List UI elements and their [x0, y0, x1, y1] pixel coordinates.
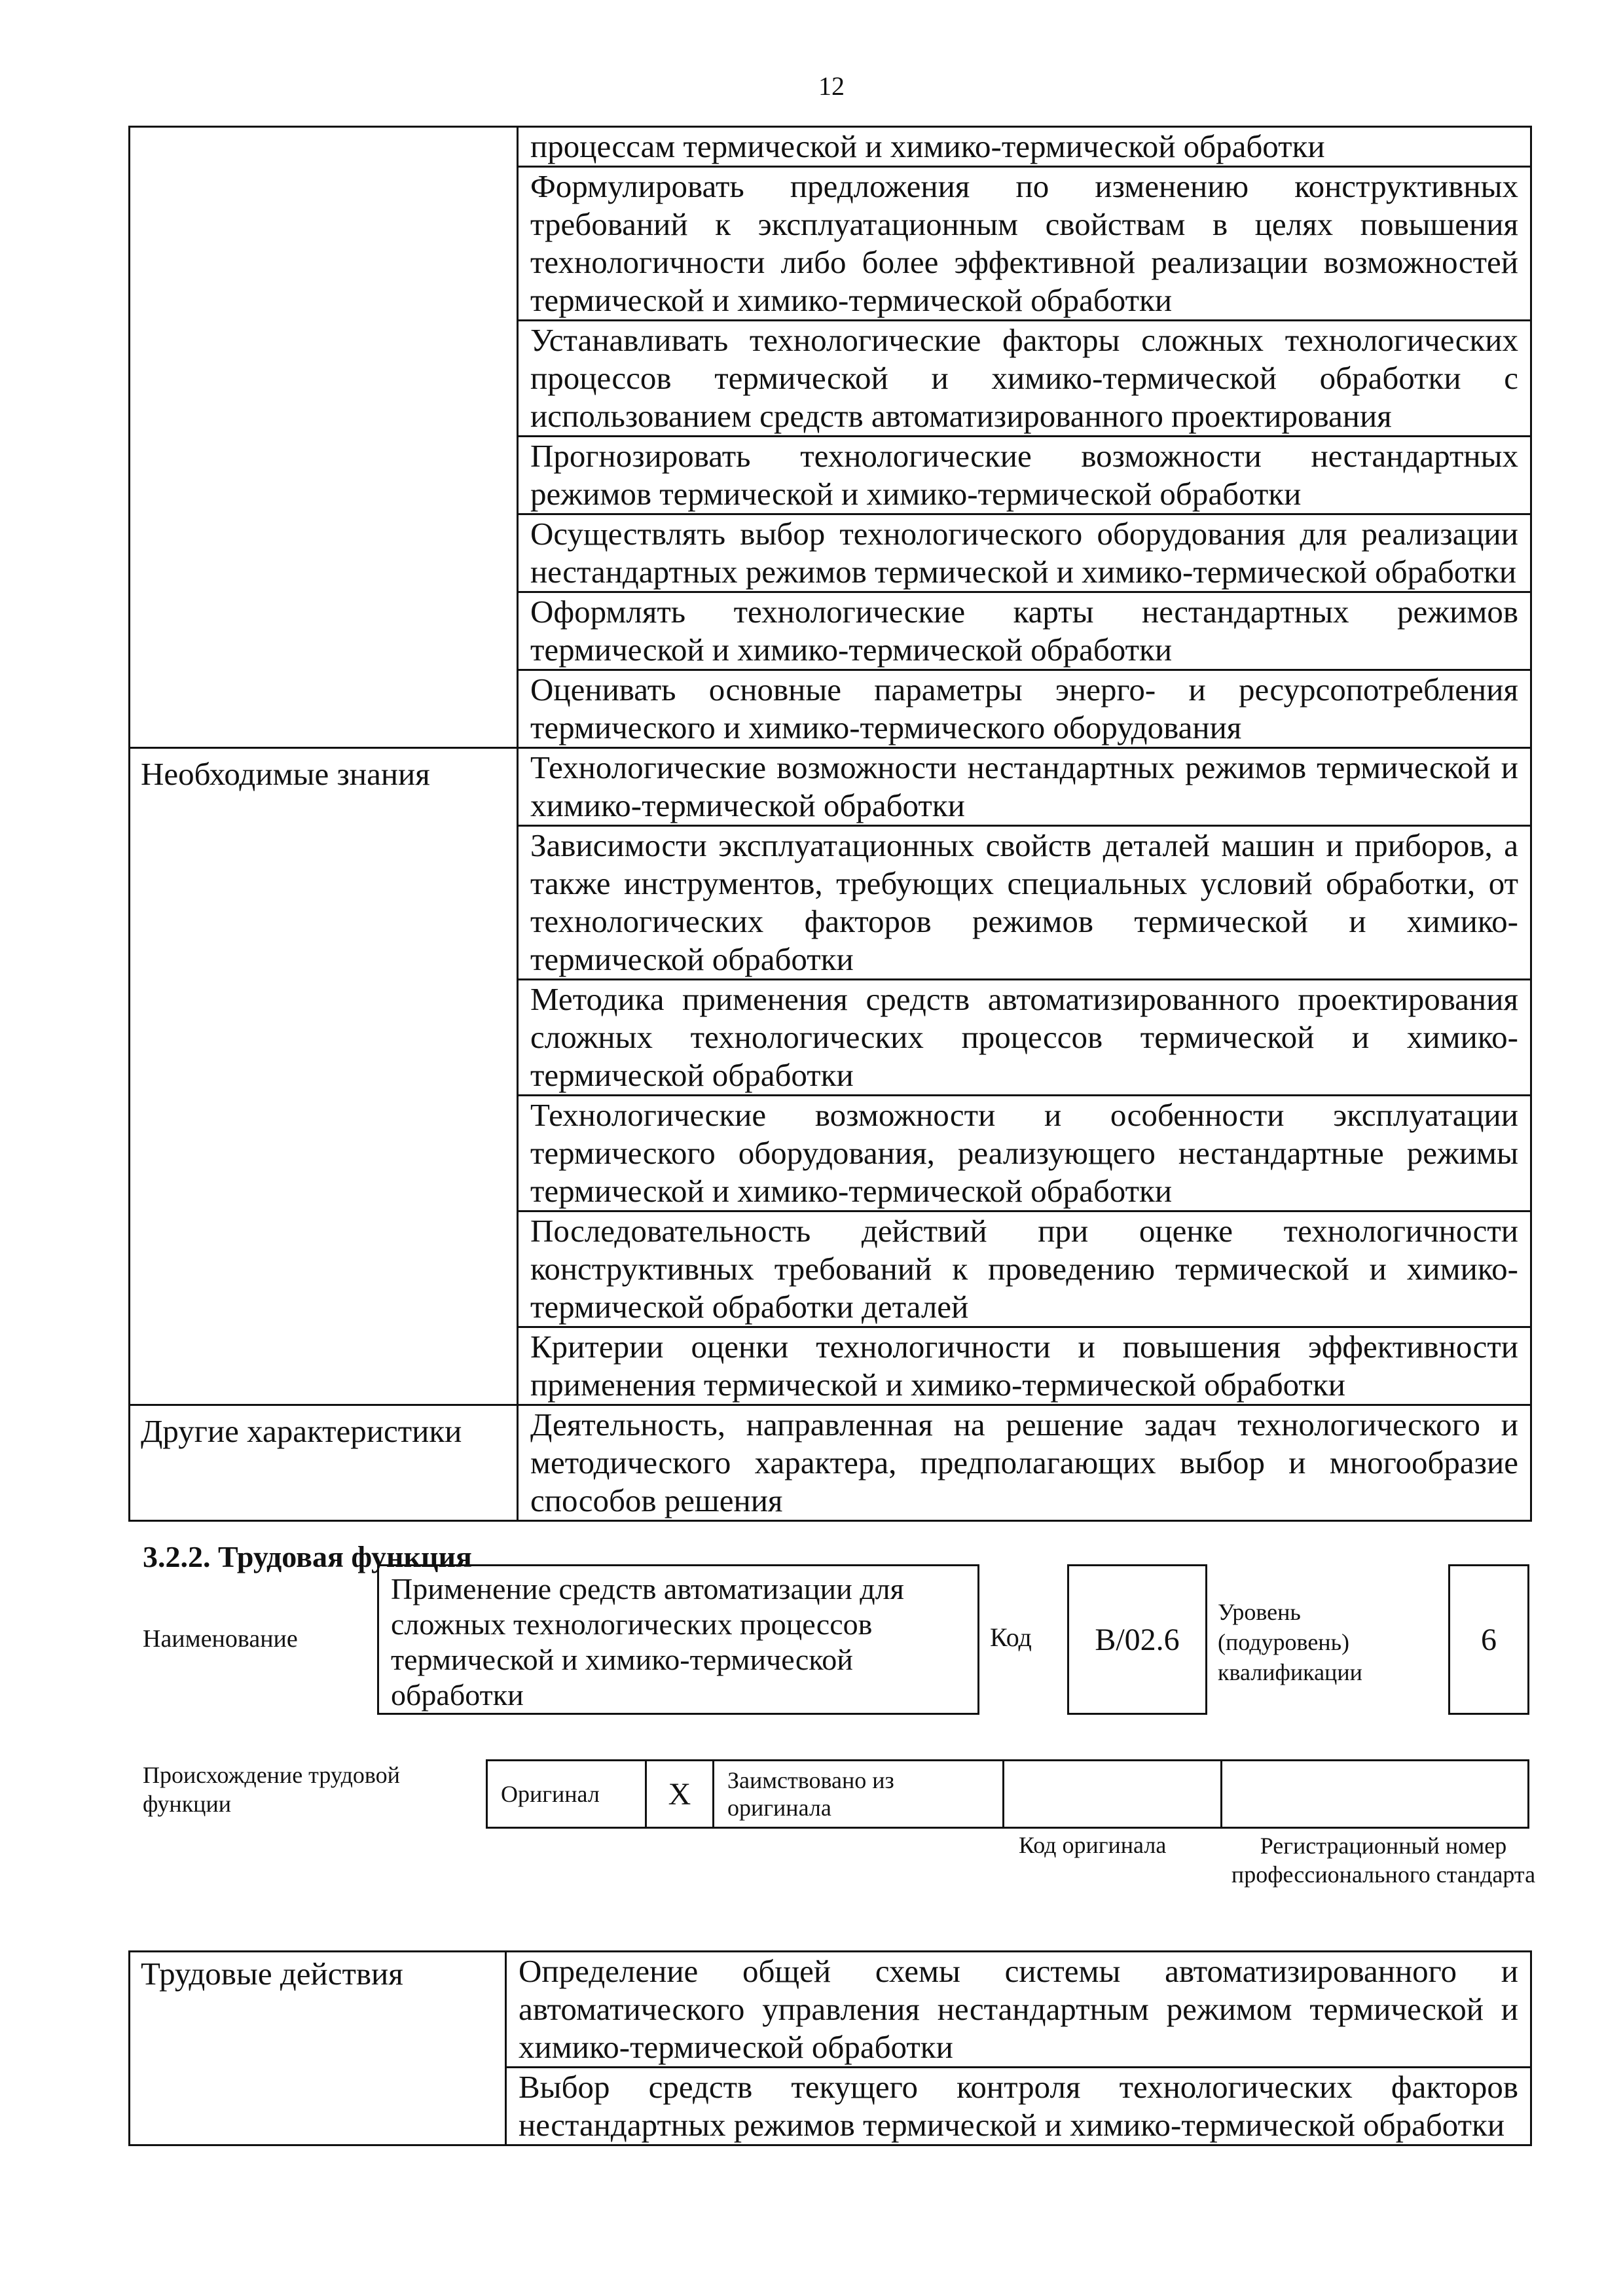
table-row	[487, 1761, 1529, 1828]
level-label-line: квалификации	[1218, 1659, 1362, 1685]
knowledge-cell: Технологические возможности нестандартных режимов термической и химико-термической обработки	[518, 748, 1531, 826]
borrowed-cell: Заимствовано из оригинала	[714, 1761, 1004, 1828]
origin-table	[486, 1759, 1529, 1829]
knowledge-cell: Зависимости эксплуатационных свойств деталей машин и приборов, а также инструментов, требующих специальных условий обработки, от технологических факторов режимов термической и химико-термической обработки	[518, 826, 1531, 980]
name-label: Наименование	[143, 1625, 298, 1653]
skill-cell: Осуществлять выбор технологического оборудования для реализации нестандартных режимов термической и химико-термической обработки	[518, 514, 1531, 592]
skills-label-cell	[130, 127, 518, 748]
level-label	[1218, 1597, 1362, 1687]
other-characteristics-label: Другие характеристики	[130, 1405, 518, 1521]
knowledge-label: Необходимые знания	[130, 748, 518, 1405]
original-code-cell	[1004, 1761, 1222, 1828]
table-row	[130, 127, 1531, 167]
labor-actions-label: Трудовые действия	[130, 1952, 506, 2145]
level-label-line: (подуровень)	[1218, 1629, 1349, 1655]
knowledge-cell: Последовательность действий при оценке технологичности конструктивных требований к проведению термической и химико-термической обработки деталей	[518, 1211, 1531, 1327]
skill-cell: Прогнозировать технологические возможности нестандартных режимов термической и химико-термической обработки	[518, 437, 1531, 514]
skill-cell: Оформлять технологические карты нестандартных режимов термической и химико-термической обработки	[518, 592, 1531, 670]
knowledge-cell: Методика применения средств автоматизированного проектирования сложных технологических процессов термической и химико-термической обработки	[518, 980, 1531, 1096]
skills-knowledge-table	[128, 126, 1532, 1522]
function-code-box: B/02.6	[1067, 1564, 1207, 1715]
table-row	[130, 1405, 1531, 1521]
level-label-line: Уровень	[1218, 1599, 1301, 1625]
function-name-box: Применение средств автоматизации для сложных технологических процессов термической и химико-термической обработки	[377, 1564, 979, 1715]
table-row	[130, 748, 1531, 826]
code-original-label: Код оригинала	[1019, 1832, 1167, 1858]
skill-cell: Формулировать предложения по изменению конструктивных требований к эксплуатационным свойствам в целях повышения технологичности либо более эффективной реализации возможностей термической и химико-термической обработки	[518, 167, 1531, 321]
page-number: 12	[818, 71, 845, 101]
code-label: Код	[990, 1623, 1032, 1652]
level-box: 6	[1448, 1564, 1529, 1715]
reg-number-label: Регистрационный номер профессионального стандарта	[1231, 1833, 1536, 1888]
other-characteristics-cell: Деятельность, направленная на решение задач технологического и методического характера, предполагающих выбор и многообразие способов решения	[518, 1405, 1531, 1521]
knowledge-cell: Технологические возможности и особенности эксплуатации термического оборудования, реализующего нестандартные режимы термической и химико-термической обработки	[518, 1096, 1531, 1211]
original-mark: X	[646, 1761, 714, 1828]
skill-cell: процессам термической и химико-термической обработки	[518, 127, 1531, 167]
section-title: 3.2.2. Трудовая функция	[143, 1540, 472, 1573]
table-row	[130, 1952, 1531, 2068]
reg-number-cell	[1222, 1761, 1529, 1828]
labor-action-cell: Определение общей схемы системы автоматизированного и автоматического управления нестандартным режимом термической и химико-термической обработки	[506, 1952, 1531, 2068]
skill-cell: Устанавливать технологические факторы сложных технологических процессов термической и химико-термической обработки с использованием средств автоматизированного проектирования	[518, 321, 1531, 437]
labor-action-cell: Выбор средств текущего контроля технологических факторов нестандартных режимов термической и химико-термической обработки	[506, 2068, 1531, 2145]
labor-actions-table	[128, 1950, 1532, 2146]
skill-cell: Оценивать основные параметры энерго- и ресурсопотребления термического и химико-термического оборудования	[518, 670, 1531, 748]
origin-label: Происхождение трудовой функции	[143, 1762, 400, 1817]
original-cell: Оригинал	[487, 1761, 646, 1828]
knowledge-cell: Критерии оценки технологичности и повышения эффективности применения термической и химико-термической обработки	[518, 1327, 1531, 1405]
